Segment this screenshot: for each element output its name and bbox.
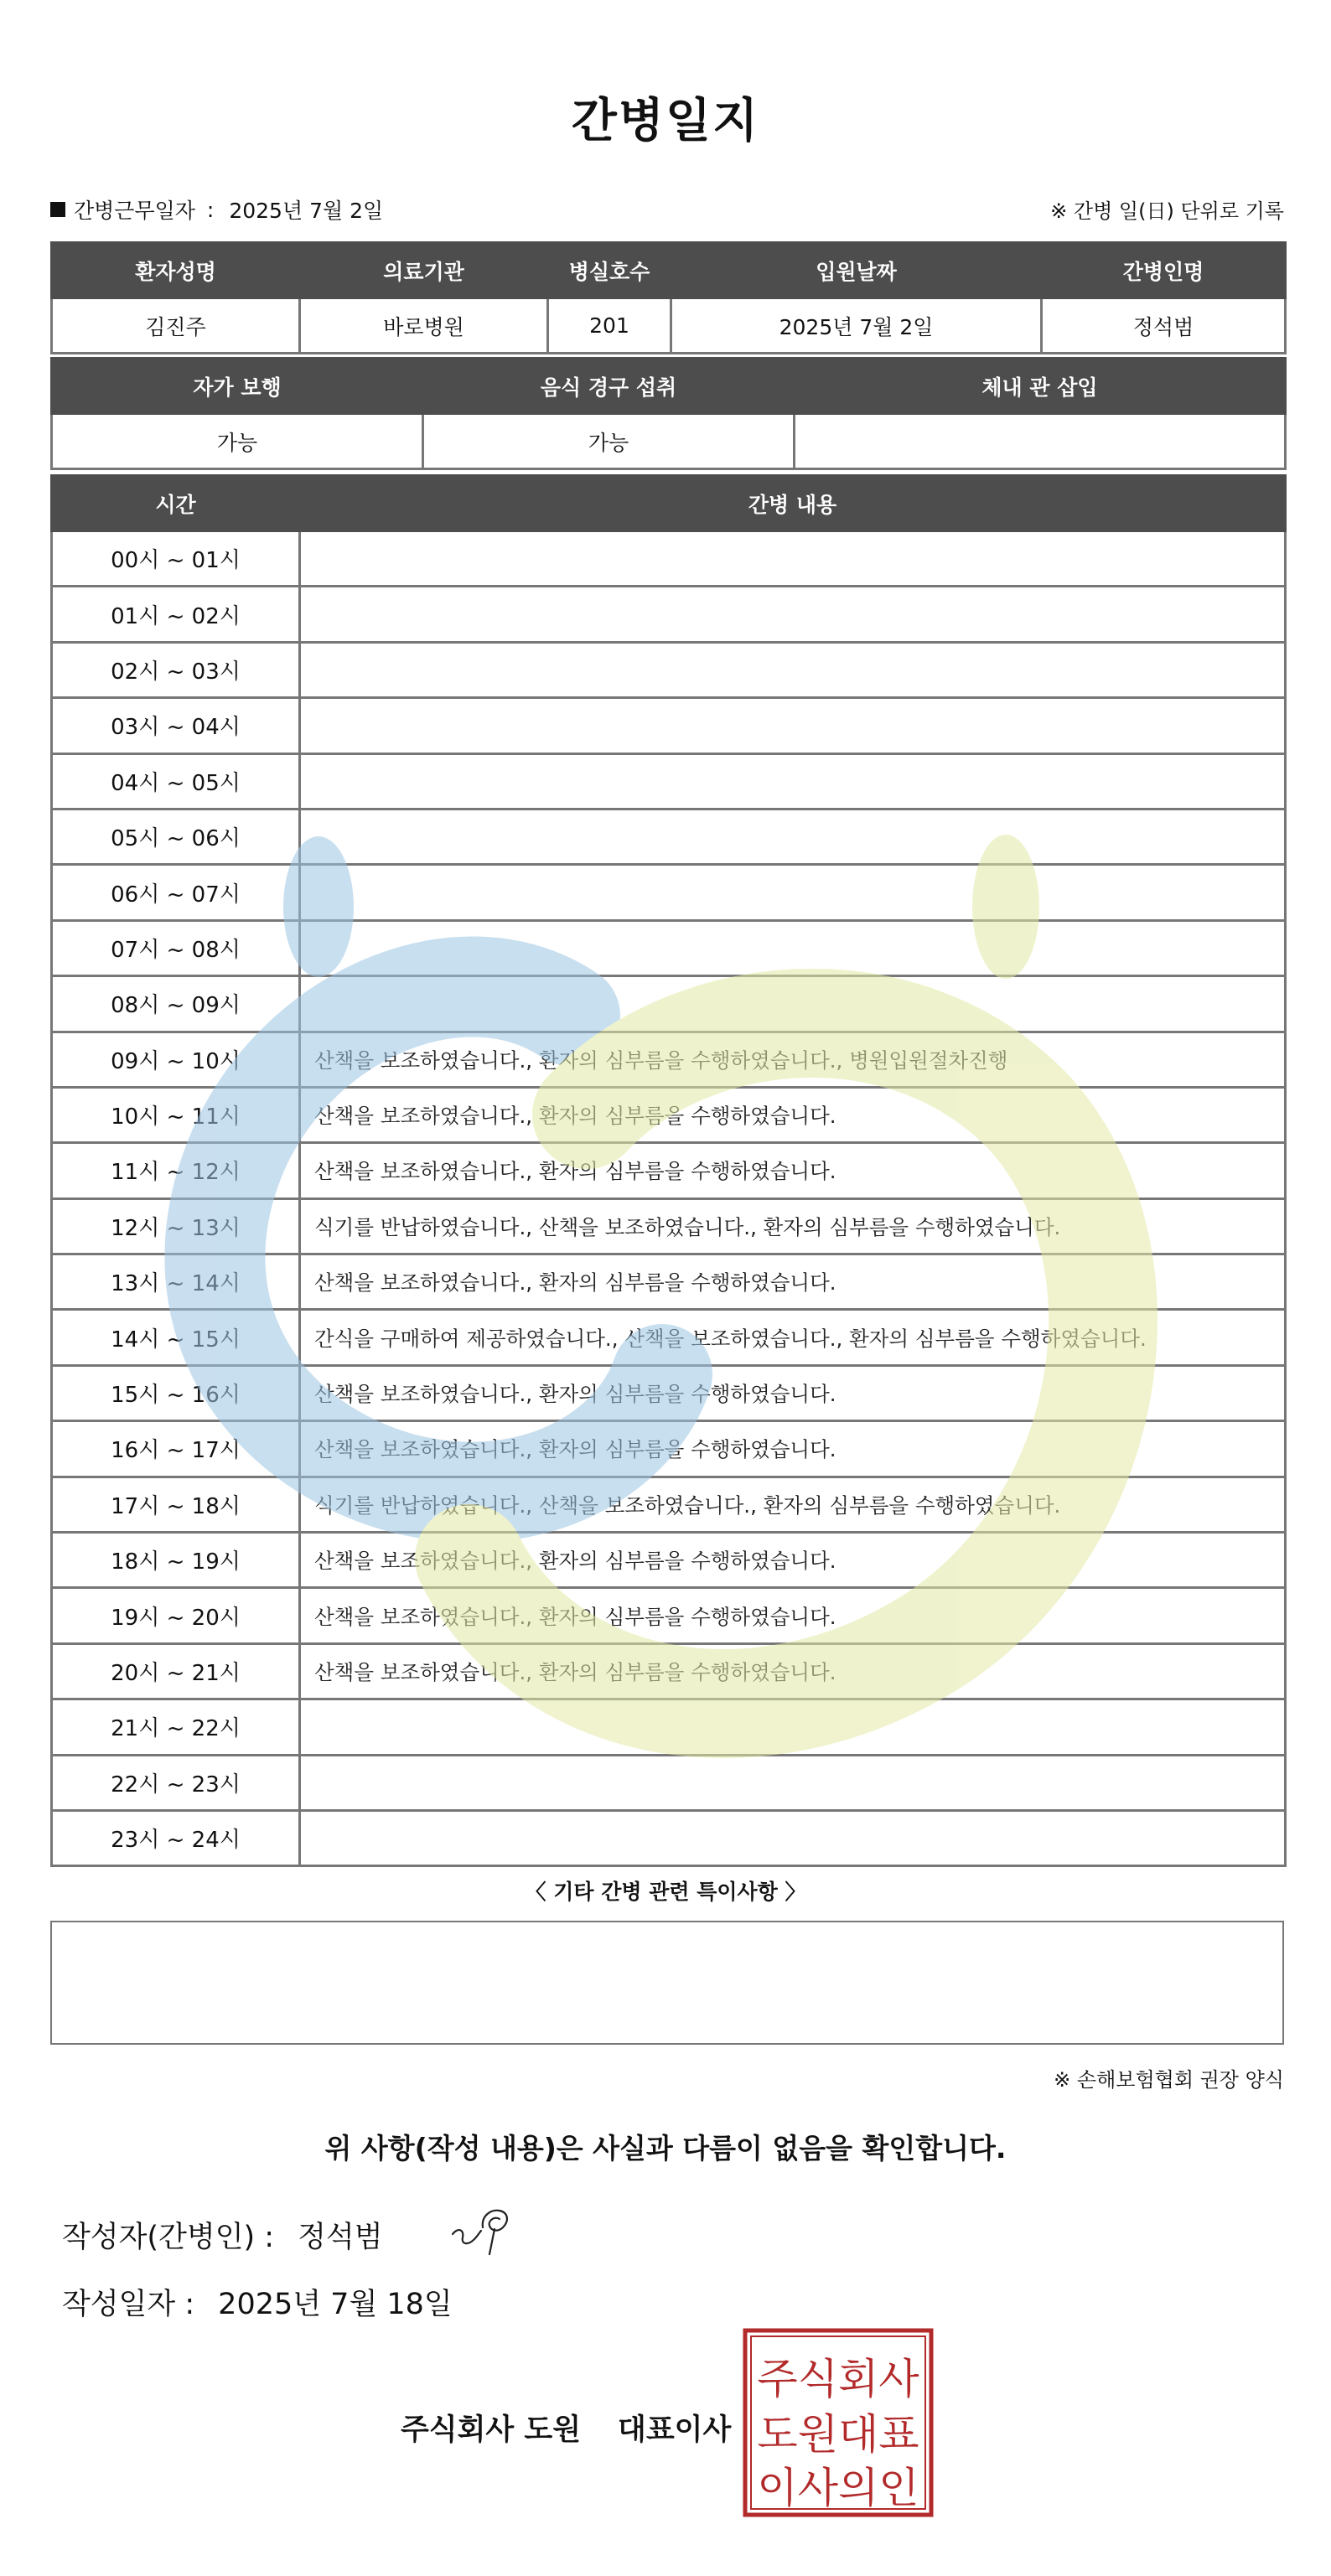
patient-name-cell: 김진주 (52, 298, 300, 354)
table-row (52, 1421, 1286, 1477)
tube-insertion-cell (795, 414, 1286, 469)
time-cell: 23시 ~ 24시 (52, 1810, 300, 1865)
time-cell: 20시 ~ 21시 (52, 1643, 300, 1699)
company-seal (743, 2328, 934, 2517)
document-title: 간병일지 (571, 94, 760, 148)
care-content-cell (300, 753, 1286, 809)
patient-info-header (52, 243, 1286, 298)
time-cell: 18시 ~ 19시 (52, 1533, 300, 1588)
time-cell: 16시 ~ 17시 (52, 1421, 300, 1477)
written-date-label: 작성일자 : (62, 2288, 195, 2321)
table-row (52, 753, 1286, 809)
writer-line (62, 2214, 383, 2256)
table-row (52, 1365, 1286, 1420)
time-cell: 13시 ~ 14시 (52, 1254, 300, 1310)
work-date-value: 2025년 7월 2일 (229, 199, 384, 223)
written-date-value: 2025년 7월 18일 (218, 2288, 453, 2321)
care-content-cell (300, 1699, 1286, 1755)
care-content-cell: 간식을 구매하여 제공하였습니다., 산책을 보조하였습니다., 환자의 심부름을 수행하였습니다. (300, 1310, 1286, 1365)
patient-info-table (50, 241, 1287, 354)
room-header: 병실호수 (548, 243, 671, 298)
time-cell: 22시 ~ 23시 (52, 1755, 300, 1810)
care-content-cell: 산책을 보조하였습니다., 환자의 심부름을 수행하였습니다., 병원입원절차진행 (300, 1032, 1286, 1087)
oral-intake-header: 음식 경구 섭취 (423, 359, 795, 414)
representative-title: 대표이사 (618, 2413, 732, 2447)
time-cell: 21시 ~ 22시 (52, 1699, 300, 1755)
company-name: 주식회사 도원 (401, 2413, 582, 2447)
care-content-cell: 산책을 보조하였습니다., 환자의 심부름을 수행하였습니다. (300, 1643, 1286, 1699)
table-row (52, 1032, 1286, 1087)
table-row (52, 1310, 1286, 1365)
time-cell: 15시 ~ 16시 (52, 1365, 300, 1420)
table-row (52, 587, 1286, 642)
work-date-row (50, 194, 1284, 228)
time-cell: 14시 ~ 15시 (52, 1310, 300, 1365)
care-content-cell (300, 1810, 1286, 1865)
recommended-form-note: ※ 손해보험협회 권장 양식 (1054, 2068, 1284, 2092)
walking-cell: 가능 (52, 414, 423, 469)
table-row (52, 1755, 1286, 1810)
signature-icon (449, 2194, 525, 2259)
care-content-cell: 산책을 보조하였습니다., 환자의 심부름을 수행하였습니다. (300, 1533, 1286, 1588)
care-content-cell: 산책을 보조하였습니다., 환자의 심부름을 수행하였습니다. (300, 1087, 1286, 1142)
time-cell: 00시 ~ 01시 (52, 531, 300, 587)
patient-status-table (50, 357, 1287, 470)
table-row (52, 920, 1286, 975)
time-cell: 06시 ~ 07시 (52, 865, 300, 920)
remarks-title: 〈 기타 간병 관련 특이사항 〉 (525, 1880, 806, 1904)
work-date-separator: : (206, 197, 215, 222)
hospital-header: 의료기관 (300, 243, 548, 298)
table-row (52, 1588, 1286, 1643)
table-row (52, 1198, 1286, 1254)
tube-insertion-header: 체내 관 삽입 (795, 359, 1286, 414)
care-content-cell: 식기를 반납하였습니다., 산책을 보조하였습니다., 환자의 심부름을 수행하였습니다. (300, 1477, 1286, 1532)
care-schedule-table (50, 474, 1287, 1867)
remarks-box (50, 1921, 1284, 2045)
writer-label: 작성자(간병인) : (62, 2221, 275, 2254)
seal-line-2: 도원대표 (757, 2410, 919, 2459)
writer-name: 정석범 (298, 2221, 383, 2254)
table-row (52, 1699, 1286, 1755)
table-row (52, 1810, 1286, 1865)
time-cell: 17시 ~ 18시 (52, 1477, 300, 1532)
room-cell: 201 (548, 298, 671, 354)
table-row (52, 809, 1286, 864)
care-content-cell (300, 865, 1286, 920)
caregiver-name-cell: 정석범 (1042, 298, 1286, 354)
time-cell: 08시 ~ 09시 (52, 976, 300, 1032)
written-date-line (62, 2281, 453, 2323)
time-cell: 09시 ~ 10시 (52, 1032, 300, 1087)
care-content-cell: 식기를 반납하였습니다., 산책을 보조하였습니다., 환자의 심부름을 수행하였습니다. (300, 1198, 1286, 1254)
time-cell: 11시 ~ 12시 (52, 1143, 300, 1198)
care-content-cell: 산책을 보조하였습니다., 환자의 심부름을 수행하였습니다. (300, 1254, 1286, 1310)
care-content-cell: 산책을 보조하였습니다., 환자의 심부름을 수행하였습니다. (300, 1421, 1286, 1477)
table-row (52, 698, 1286, 753)
walking-header: 자가 보행 (52, 359, 423, 414)
table-row (52, 642, 1286, 697)
time-cell: 02시 ~ 03시 (52, 642, 300, 697)
work-date-label: 간병근무일자 (74, 199, 195, 223)
time-cell: 05시 ~ 06시 (52, 809, 300, 864)
admission-date-header: 입원날짜 (671, 243, 1042, 298)
table-row (52, 865, 1286, 920)
care-content-header: 간병 내용 (300, 476, 1286, 531)
care-content-cell: 산책을 보조하였습니다., 환자의 심부름을 수행하였습니다. (300, 1143, 1286, 1198)
table-row (52, 1087, 1286, 1142)
time-cell: 19시 ~ 20시 (52, 1588, 300, 1643)
hospital-cell: 바로병원 (300, 298, 548, 354)
care-content-cell (300, 1755, 1286, 1810)
care-content-cell (300, 587, 1286, 642)
table-row (52, 1477, 1286, 1532)
time-cell: 03시 ~ 04시 (52, 698, 300, 753)
time-cell: 07시 ~ 08시 (52, 920, 300, 975)
patient-name-header: 환자성명 (52, 243, 300, 298)
care-content-cell: 산책을 보조하였습니다., 환자의 심부름을 수행하였습니다. (300, 1365, 1286, 1420)
table-row (52, 1143, 1286, 1198)
caregiver-name-header: 간병인명 (1042, 243, 1286, 298)
patient-status-header (52, 359, 1286, 414)
patient-info-values (52, 298, 1286, 354)
care-content-cell (300, 642, 1286, 697)
time-cell: 04시 ~ 05시 (52, 753, 300, 809)
seal-line-1: 주식회사 (757, 2355, 919, 2403)
admission-date-cell: 2025년 7월 2일 (671, 298, 1042, 354)
care-content-cell (300, 809, 1286, 864)
work-date (50, 194, 383, 225)
time-cell: 01시 ~ 02시 (52, 587, 300, 642)
care-schedule-header (52, 476, 1286, 531)
table-row (52, 1254, 1286, 1310)
confirmation-statement: 위 사항(작성 내용)은 사실과 다름이 없음을 확인합니다. (324, 2132, 1007, 2165)
care-content-cell (300, 920, 1286, 975)
oral-intake-cell: 가능 (423, 414, 795, 469)
company-line (401, 2407, 731, 2449)
care-content-cell: 산책을 보조하였습니다., 환자의 심부름을 수행하였습니다. (300, 1588, 1286, 1643)
time-header: 시간 (52, 476, 300, 531)
patient-status-values (52, 414, 1286, 469)
care-content-cell (300, 531, 1286, 587)
care-content-cell (300, 976, 1286, 1032)
time-cell: 12시 ~ 13시 (52, 1198, 300, 1254)
square-bullet-icon (50, 202, 65, 217)
table-row (52, 1533, 1286, 1588)
table-row (52, 1643, 1286, 1699)
table-row (52, 976, 1286, 1032)
seal-line-3: 이사의인 (757, 2464, 919, 2512)
unit-note: ※ 간병 일(日) 단위로 기록 (1050, 199, 1284, 223)
care-content-cell (300, 698, 1286, 753)
table-row (52, 531, 1286, 587)
time-cell: 10시 ~ 11시 (52, 1087, 300, 1142)
